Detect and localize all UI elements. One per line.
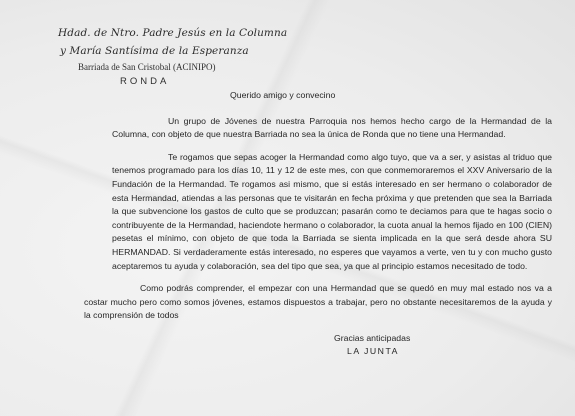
letterhead-city: RONDA [120,76,170,87]
letter-body [84,89,552,359]
brotherhood-name-line2: y María Santísima de la Esperanza [60,45,249,57]
paragraph-request: Te rogamos que sepas acoger la Hermandad como algo tuyo, que va a ser, y asistas al triduo que tenemos programado para los días 10, 11 y 12 de este mes, con que conmemoraremos el XXV Aniversario de la Fundación de la Hermandad. Te rogamos asi mismo, que si estás interesado en ser hermano o colaborador de esta Hermandad, atiendas a las personas que te visitarán en fecha próxima y que pretenden que sea la Barriada la que subvencione los gastos de culto que se produzcan; pasarán como te deciamos para que te hagas socio o contribuyente de la Hermandad, haciendote hermano o colaborador, la cuota anual la hemos fijado en 100 (CIEN) pesetas el mínimo, con objeto de que toda la Barriada se sienta implicada en la que será desde ahora SU HERMANDAD. Si verdaderamente estás interesado, no esperes que vayamos a verte, ven tu y con mucho gusto aceptaremos tu ayuda y colaboración, sea del tipo que sea, ya que al principio estamos necesitado de todo. [112,151,552,271]
brotherhood-name-line1: Hdad. de Ntro. Padre Jesús en la Columna [58,27,288,39]
closing-thanks: Gracias anticipadas [334,332,411,343]
letterhead [58,24,318,87]
salutation: Querido amigo y convecino [230,90,336,100]
paragraph-closing: Como podrás comprender, el empezar con una Hermandad que se quedó en muy mal estado nos va a costar mucho pero como somos jóvenes, estamos dispuestos a trabajar, pero no obstante necesitaremos de la ayuda y la comprensión de todos [84,283,552,321]
signature: LA JUNTA [347,345,399,356]
letterhead-address: Barriada de San Cristobal (ACINIPO) [78,62,216,72]
paragraph-intro: Un grupo de Jóvenes de nuestra Parroquia nos hemos hecho cargo de la Hermandad de la Columna, con objeto de que nuestra Barriada no sea la única de Ronda que no tiene una Hermandad. [112,115,552,140]
